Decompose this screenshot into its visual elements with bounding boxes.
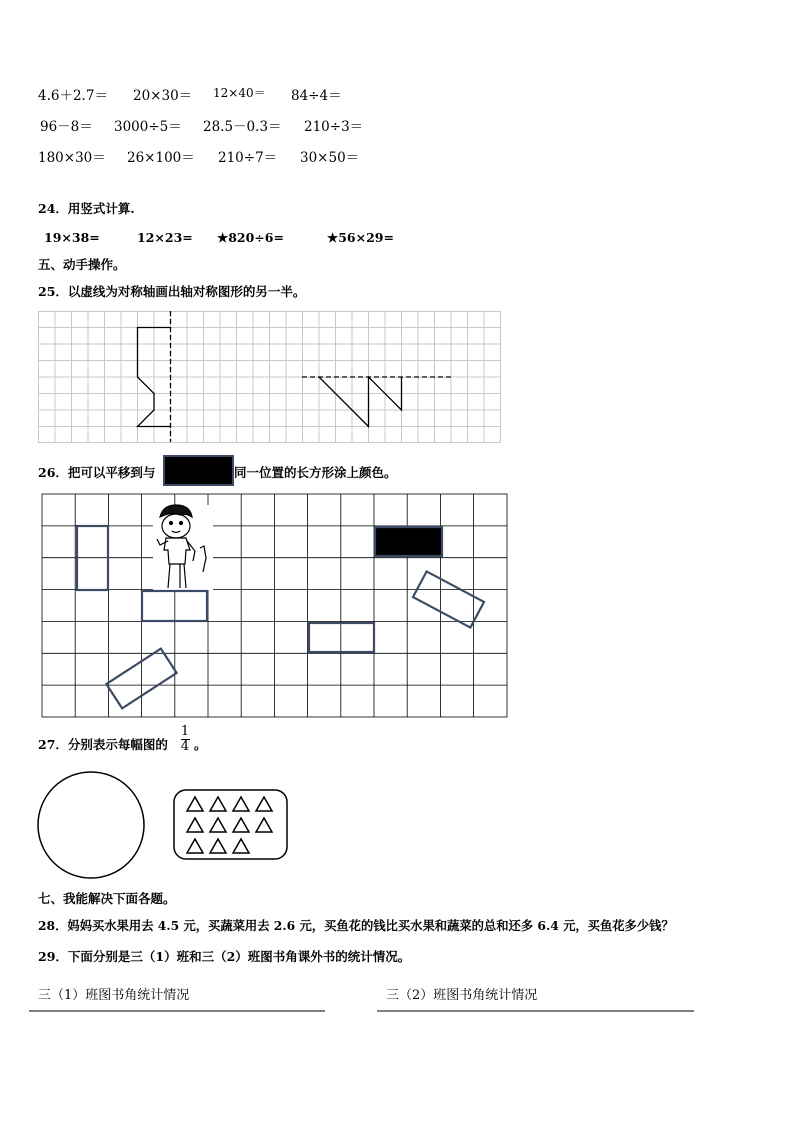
q27-triangle (187, 797, 203, 811)
q27-triangle (233, 818, 249, 832)
q27-triangle (210, 839, 226, 853)
q26-title-prefix: 26．把可以平移到与 (38, 465, 156, 480)
oral-calc-2-3: 28.5－0.3＝ (203, 119, 282, 135)
oral-calc-2-2: 3000÷5＝ (114, 119, 182, 135)
q24-item-4: ★56×29= (327, 230, 394, 245)
section-5-heading: 五、动手操作。 (38, 257, 126, 272)
q24-item-2: 12×23= (137, 230, 193, 245)
q27-triangle (256, 818, 272, 832)
q28-text: 28．妈妈买水果用去 4.5 元，买蔬菜用去 2.6 元，买鱼花的钱比买水果和蔬菜的总和还多 6.4 元，买鱼花多少钱？ (38, 918, 674, 933)
q27-title-end: 。 (194, 737, 207, 752)
oral-calc-1-3: 12×40＝ (213, 86, 266, 100)
q27-triangle (256, 797, 272, 811)
q24-item-3: ★820÷6= (217, 230, 284, 245)
oral-calc-2-4: 210÷3＝ (304, 119, 364, 135)
q27-title: 27．分别表示每幅图的 (38, 737, 168, 752)
q27-circle (38, 772, 144, 878)
q27-fraction (179, 725, 191, 754)
q26-rect-middle (309, 623, 374, 652)
q27-triangle (187, 818, 203, 832)
q27-triangle (233, 797, 249, 811)
oral-calc-1-1: 4.6＋2.7＝ (38, 88, 108, 104)
q27-triangle (210, 797, 226, 811)
oral-calc-3-2: 26×100＝ (127, 150, 195, 166)
q27-triangle (187, 839, 203, 853)
q27-fraction-denominator: 4 (180, 739, 190, 754)
q29-right-caption: 三（2）班图书角统计情况 (386, 988, 538, 1003)
q26-reference-rect (164, 456, 233, 485)
oral-calc-1-4: 84÷4＝ (291, 88, 342, 104)
section-7-heading: 七、我能解决下面各题。 (38, 891, 176, 906)
q24-title: 24．用竖式计算. (38, 201, 135, 216)
q27-triangle (210, 818, 226, 832)
q27-triangle (233, 839, 249, 853)
q26-rect-black-target (375, 527, 442, 556)
q29-left-caption: 三（1）班图书角统计情况 (38, 988, 190, 1003)
oral-calc-1-2: 20×30＝ (133, 88, 193, 104)
oral-calc-3-4: 30×50＝ (300, 150, 360, 166)
q26-title-suffix: 同一位置的长方形涂上颜色。 (234, 465, 397, 480)
oral-calc-2-1: 96－8＝ (40, 119, 93, 135)
oral-calc-3-1: 180×30＝ (38, 150, 106, 166)
q27-fraction-numerator: 1 (180, 724, 190, 739)
q24-item-1: 19×38= (44, 230, 100, 245)
q29-title: 29．下面分别是三（1）班和三（2）班图书角课外书的统计情况。 (38, 949, 411, 964)
q25-right-shape (319, 377, 402, 427)
oral-calc-3-3: 210÷7＝ (218, 150, 278, 166)
q25-title: 25．以虚线为对称轴画出轴对称图形的另一半。 (38, 284, 306, 299)
q27-triangles (187, 797, 272, 853)
